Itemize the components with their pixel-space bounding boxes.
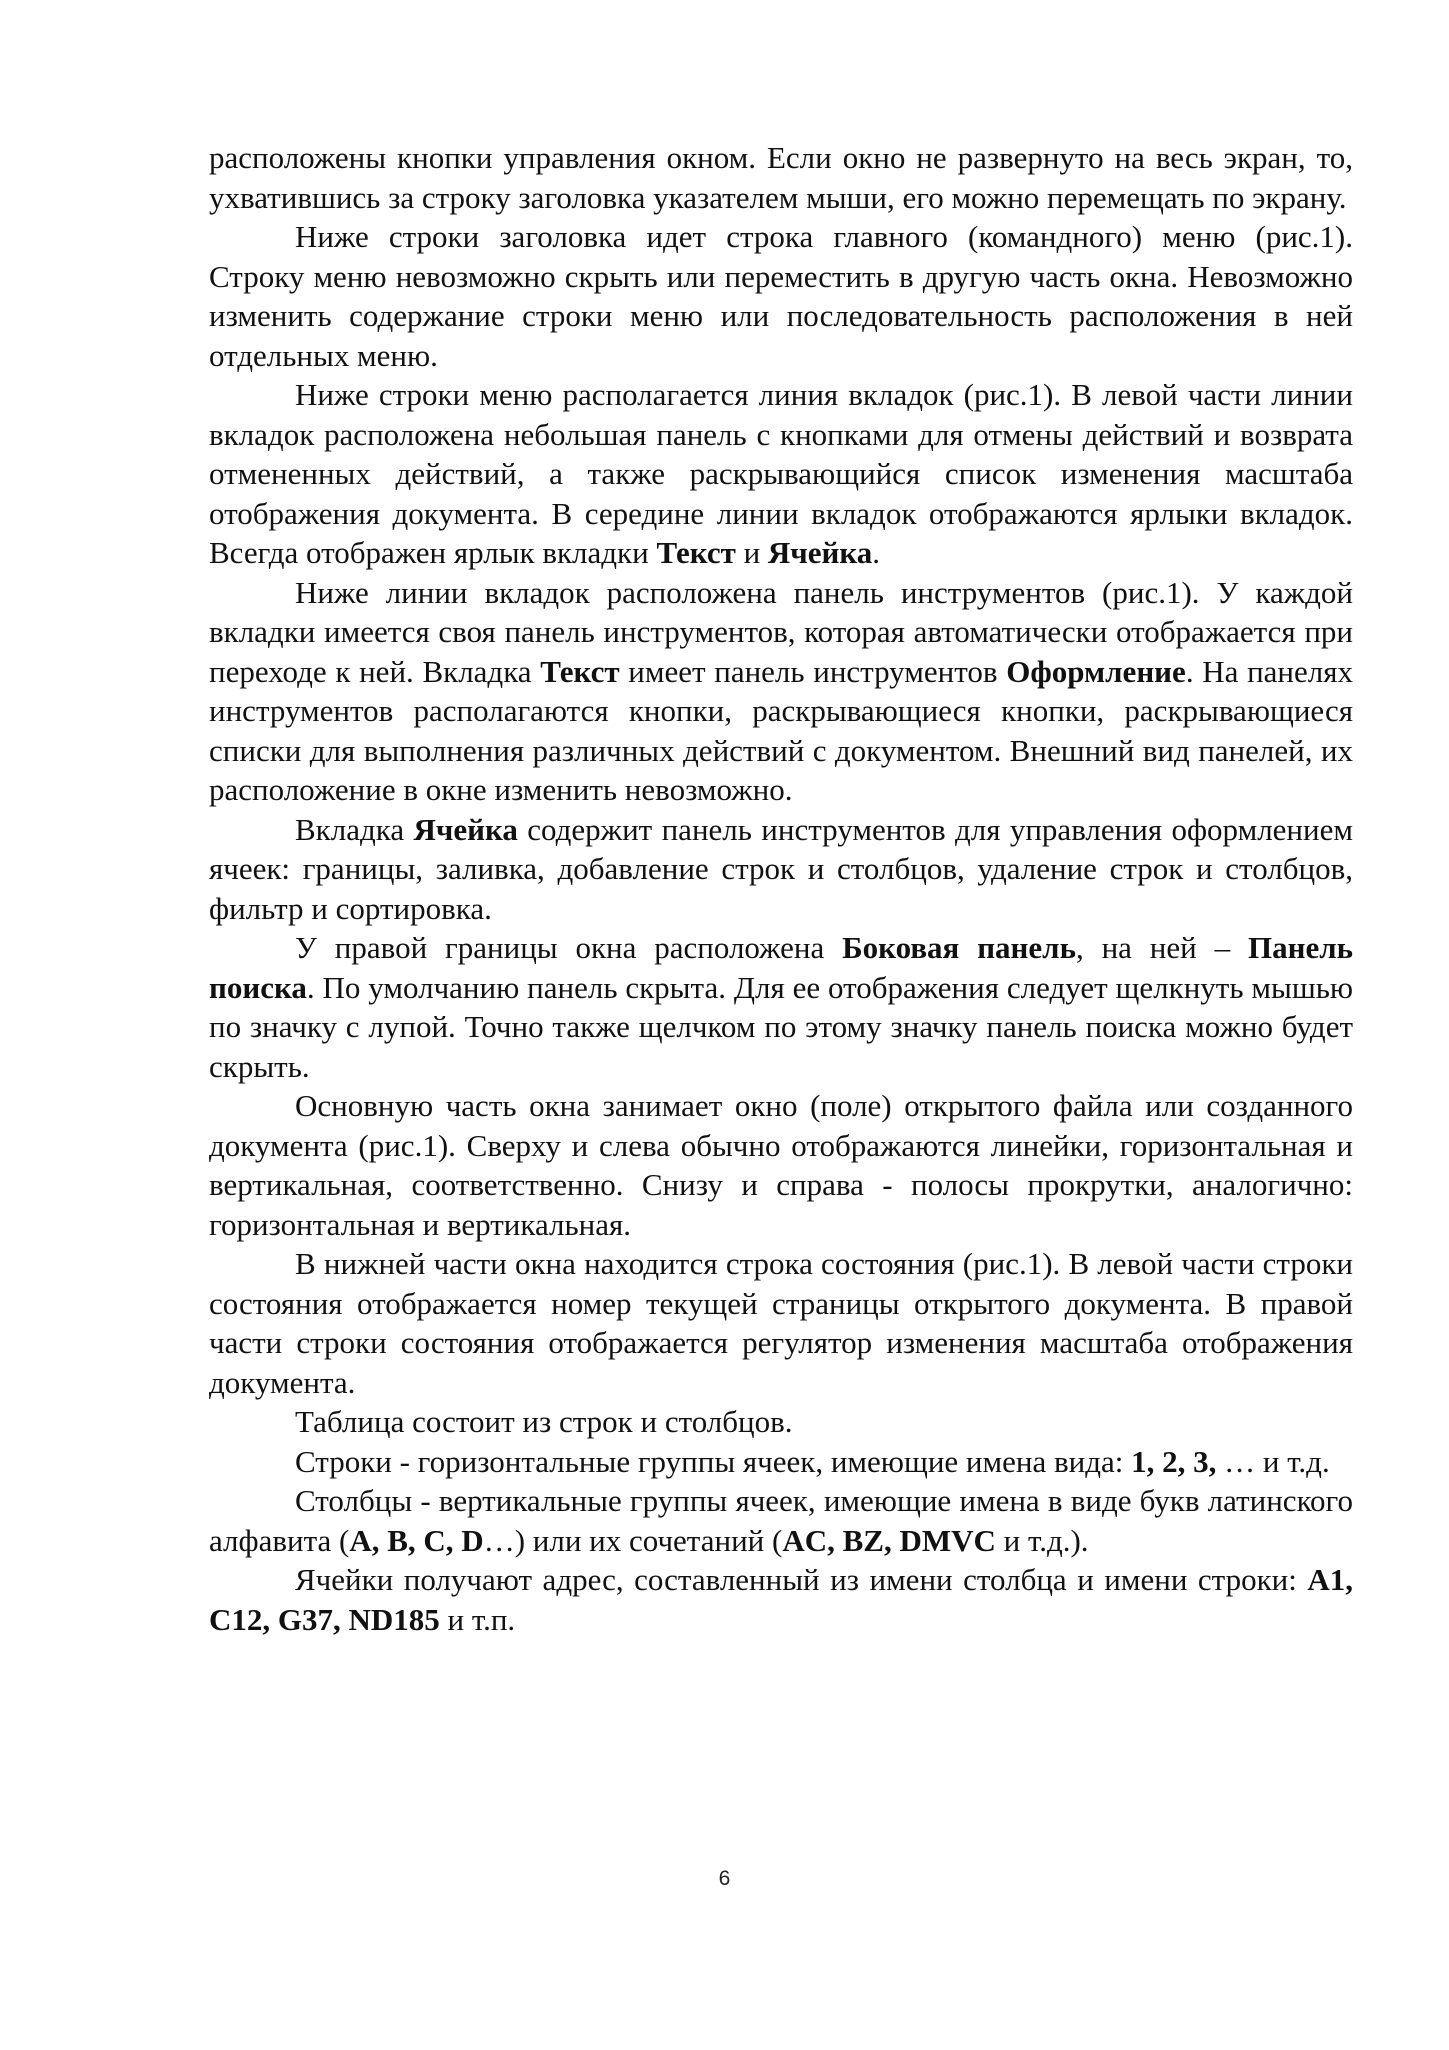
text-run: Ячейки получают адрес, составленный из имени столбца и имени строки: [295,1562,1308,1597]
paragraph-4 [209,573,1353,810]
paragraph-1 [209,138,1353,217]
paragraph-10 [209,1442,1353,1482]
text-run: …) или их сочетаний ( [483,1522,783,1558]
text-run: имеет панель инструментов [619,653,1007,689]
text-run: Вкладка [295,811,414,847]
text-run: Столбцы - вертикальные группы ячеек, имеющие имена в виде букв латинского алфавита ( [209,1483,1353,1558]
page-number: 6 [718,1867,731,1890]
bold-term: AC, BZ, DMVC [782,1522,996,1558]
paragraph-12 [209,1560,1353,1639]
text-run: … и т.д. [1216,1443,1330,1479]
bold-term: Текст [540,653,620,689]
bold-term: Ячейка [413,811,518,847]
text-run: расположены кнопки управления окном. Если окно не развернуто на весь экран, то, ухватившись за строку заголовка указателем мыши, его можно перемещать по экрану. [209,140,1353,215]
text-run: Таблица состоит из строк и столбцов. [295,1404,793,1439]
text-run: Основную часть окна занимает окно (поле) открытого файла или созданного документа (рис.1). Сверху и слева обычно отображаются линейки, горизонтальная и вертикальная, соответственно. Снизу и справа - полосы прокрутки, аналогично: горизонтальная и вертикальная. [209,1088,1353,1242]
paragraph-9 [209,1402,1353,1442]
paragraph-11 [209,1481,1353,1560]
text-run: В нижней части окна находится строка состояния (рис.1). В левой части строки состояния отображается номер текущей страницы открытого документа. В правой части строки состояния отображается регулятор изменения масштаба отображения документа. [209,1246,1353,1400]
text-run: Ниже линии вкладок расположена панель инструментов (рис.1). У каждой вкладки имеется своя панель инструментов, которая автоматически отображается при переходе к ней. Вкладка [209,574,1353,689]
text-run: . [872,535,881,570]
text-run: и т.п. [439,1601,516,1637]
paragraph-3 [209,375,1353,573]
bold-term: Оформление [1006,653,1186,689]
text-run: У правой границы окна расположена [295,930,843,965]
bold-term: Ячейка [767,535,873,570]
text-run: Ниже строки меню располагается линия вкладок (рис.1). В левой части линии вкладок расположена небольшая панель с кнопками для отмены действий и возврата отмененных действий, а также раскрывающийся список изменения масштаба отображения документа. В середине линии вкладок отображаются ярлыки вкладок. Всегда отображен ярлык вкладки [209,377,1353,570]
bold-term: A1, C12, G37, ND185 [209,1562,1353,1637]
text-run: , на ней – [1075,930,1248,965]
bold-term: Текст [656,535,736,570]
document-body [209,138,1353,1639]
text-run: . По умолчанию панель скрыта. Для ее отображения следует щелкнуть мышью по значку с лупой. Точно также щелчком по этому значку панель поиска можно будет скрыть. [209,969,1353,1084]
bold-term: Панель поиска [209,930,1353,1005]
text-run: содержит панель инструментов для управления оформлением ячеек: границы, заливка, добавление строк и столбцов, удаление строк и столбцов, фильтр и сортировка. [209,811,1353,926]
text-run: . На панелях инструментов располагаются кнопки, раскрывающиеся кнопки, раскрывающиеся списки для выполнения различных действий с документом. Внешний вид панелей, их расположение в окне изменить невозможно. [209,653,1354,807]
text-run: Ниже строки заголовка идет строка главного (командного) меню (рис.1). Строку меню невозможно скрыть или переместить в другую часть окна. Невозможно изменить содержание строки меню или последовательность расположения в ней отдельных меню. [209,219,1353,373]
paragraph-2 [209,217,1353,375]
paragraph-6 [209,928,1353,1086]
bold-term: 1, 2, 3, [1131,1443,1217,1479]
text-run: Строки - горизонтальные группы ячеек, имеющие имена вида: [295,1443,1132,1479]
paragraph-5 [209,810,1353,929]
bold-term: A, B, C, D [349,1522,484,1558]
paragraph-8 [209,1244,1353,1402]
paragraph-7 [209,1086,1353,1244]
bold-term: Боковая панель [842,930,1076,965]
text-run: и т.д.). [995,1522,1089,1558]
text-run: и [735,535,768,570]
